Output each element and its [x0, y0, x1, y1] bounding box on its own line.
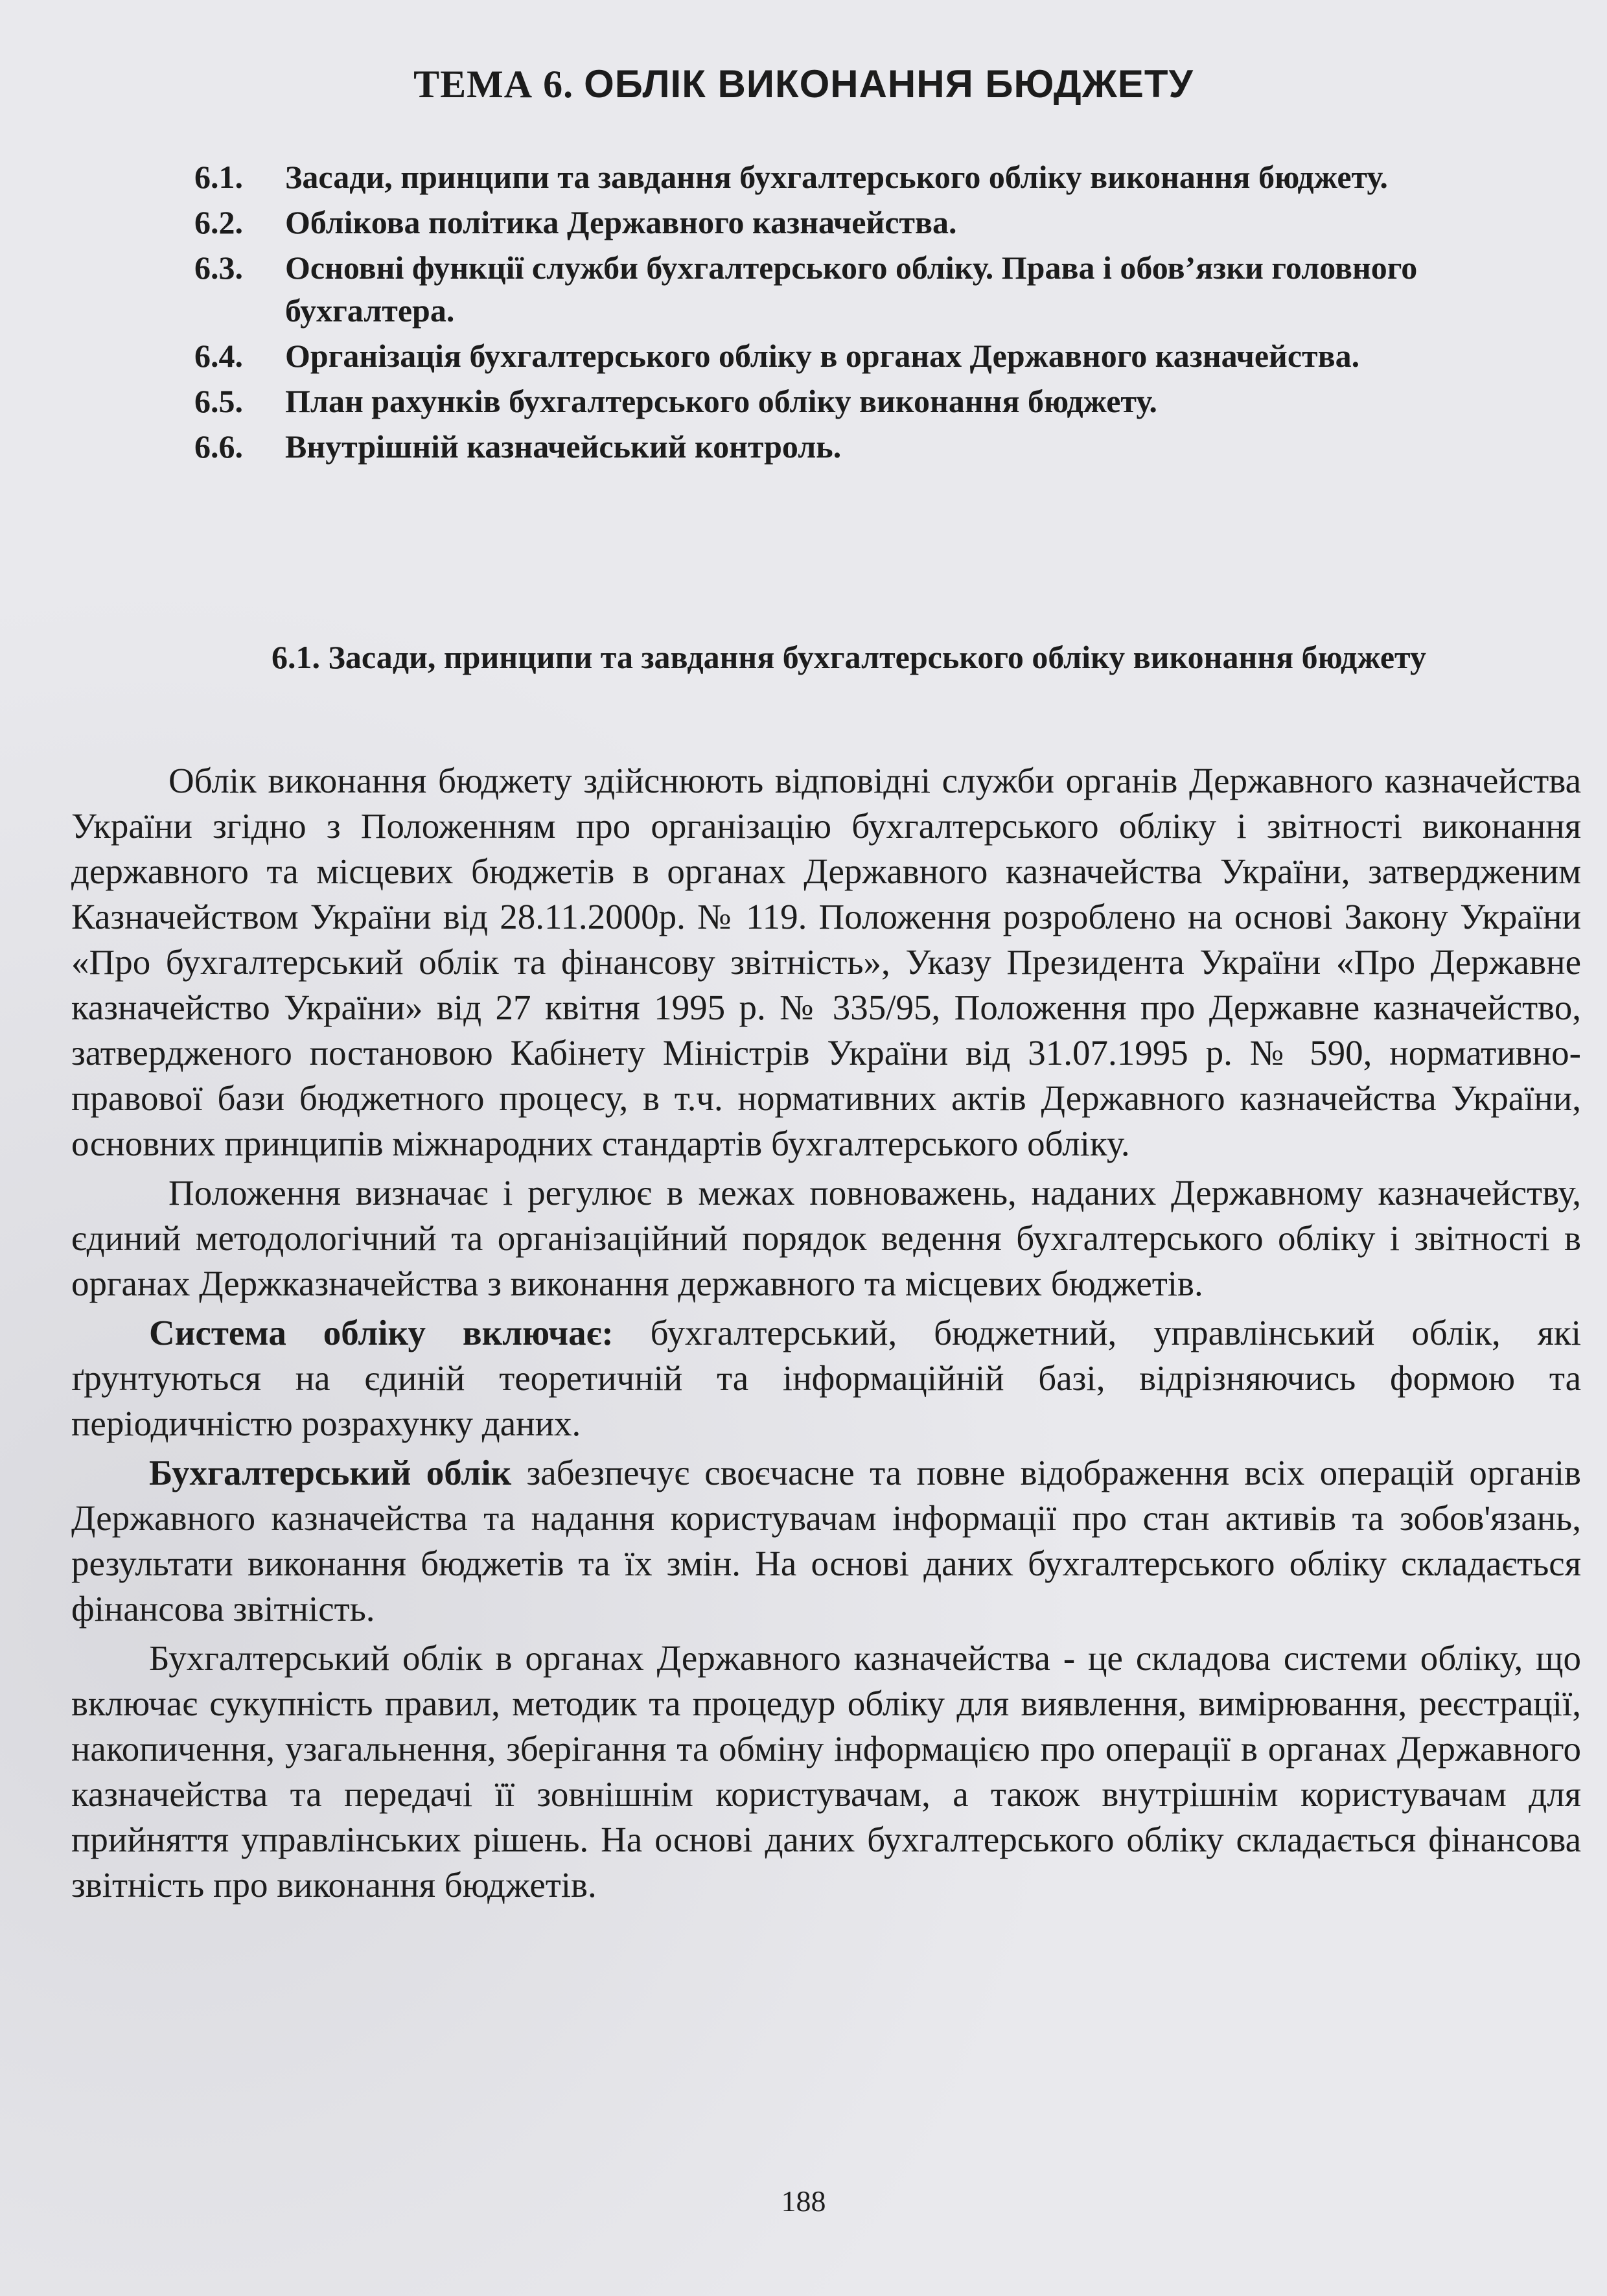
topic-number: 6.6.: [194, 428, 243, 465]
paragraph: [71, 1310, 1581, 1446]
topic-item: [194, 156, 1594, 198]
topic-item: [194, 201, 1594, 244]
topic-text: Організація бухгалтерського обліку в органах Державного казначейства.: [285, 338, 1360, 374]
topic-item: [194, 334, 1594, 377]
topic-text: Облікова політика Державного казначейства.: [285, 204, 957, 240]
chapter-title: [0, 62, 1607, 107]
topic-number: 6.2.: [194, 204, 243, 240]
paragraph: Положення визначає і регулює в межах повноважень, наданих Державному казначейству, єдиний методологічний та організаційний порядок ведення бухгалтерського обліку і звітності в органах Держказначейства з виконання державного та місцевих бюджетів.: [71, 1173, 1581, 1303]
topic-text: План рахунків бухгалтерського обліку виконання бюджету.: [285, 383, 1157, 419]
topic-text: Внутрішній казначейський контроль.: [285, 428, 842, 465]
section-heading: 6.1. Засади, принципи та завдання бухгалтерського обліку виконання бюджету: [272, 639, 1426, 675]
paragraph: [71, 1450, 1581, 1632]
paragraph-text: бухгалтерський, бюджетний, управлінський облік, які ґрунтуються на єдиній теоретичній та інформаційній базі, відрізняючись формою та періодичністю розрахунку даних.: [71, 1313, 1581, 1443]
topic-number: 6.3.: [194, 249, 243, 286]
chapter-title-text: ОБЛІК ВИКОНАННЯ БЮДЖЕТУ: [584, 62, 1194, 106]
body-text: [71, 758, 1581, 1912]
paragraph-text: забезпечує своєчасне та повне відображення всіх операцій органів Державного казначейства та надання користувачам інформації про стан активів та зобов'язань, результати виконання бюджетів та їх змін. На основі даних бухгалтерського обліку складається фінансова звітність.: [71, 1453, 1581, 1629]
topic-item: [194, 380, 1594, 423]
chapter-title-prefix: ТЕМА 6.: [413, 63, 574, 106]
topic-text: Засади, принципи та завдання бухгалтерського обліку виконання бюджету.: [285, 159, 1388, 195]
topic-item: [194, 425, 1594, 468]
bold-term: Система обліку включає:: [149, 1313, 614, 1352]
topic-number: 6.1.: [194, 159, 243, 195]
topic-list: [194, 156, 1594, 470]
topic-item: [194, 246, 1594, 332]
page-number: 188: [781, 2185, 826, 2218]
paragraph: Облік виконання бюджету здійснюють відповідні служби органів Державного казначейства України згідно з Положенням про організацію бухгалтерського обліку і звітності виконання державного та місцевих бюджетів в органах Державного казначейства України, затвердженим Казначейством України від 28.11.2000р. № 119. Положення розроблено на основі Закону України «Про бухгалтерський облік та фінансову звітність», Указу Президента України «Про Державне казначейство України» від 27 квітня 1995 р. № 335/95, Положення про Державне казначейство, затвердженого постановою Кабінету Міністрів України від 31.07.1995 р. № 590, нормативно-правової бази бюджетного процесу, в т.ч. нормативних актів Державного казначейства України, основних принципів міжнародних стандартів бухгалтерського обліку.: [71, 761, 1581, 1163]
topic-number: 6.5.: [194, 383, 243, 419]
paragraph: Бухгалтерський облік в органах Державного казначейства - це складова системи обліку, що включає сукупність правил, методик та процедур обліку для виявлення, вимірювання, реєстрації, накопичення, узагальнення, зберігання та обміну інформацією про операції в органах Державного казначейства та передачі її зовнішнім користувачам, а також внутрішнім користувачам для прийняття управлінських рішень. На основі даних бухгалтерського обліку складається фінансова звітність про виконання бюджетів.: [71, 1638, 1581, 1905]
bold-term: Бухгалтерський облік: [149, 1453, 512, 1492]
topic-text: Основні функції служби бухгалтерського обліку. Права і обов’язки головного бухгалтера.: [285, 249, 1418, 329]
topic-number: 6.4.: [194, 338, 243, 374]
